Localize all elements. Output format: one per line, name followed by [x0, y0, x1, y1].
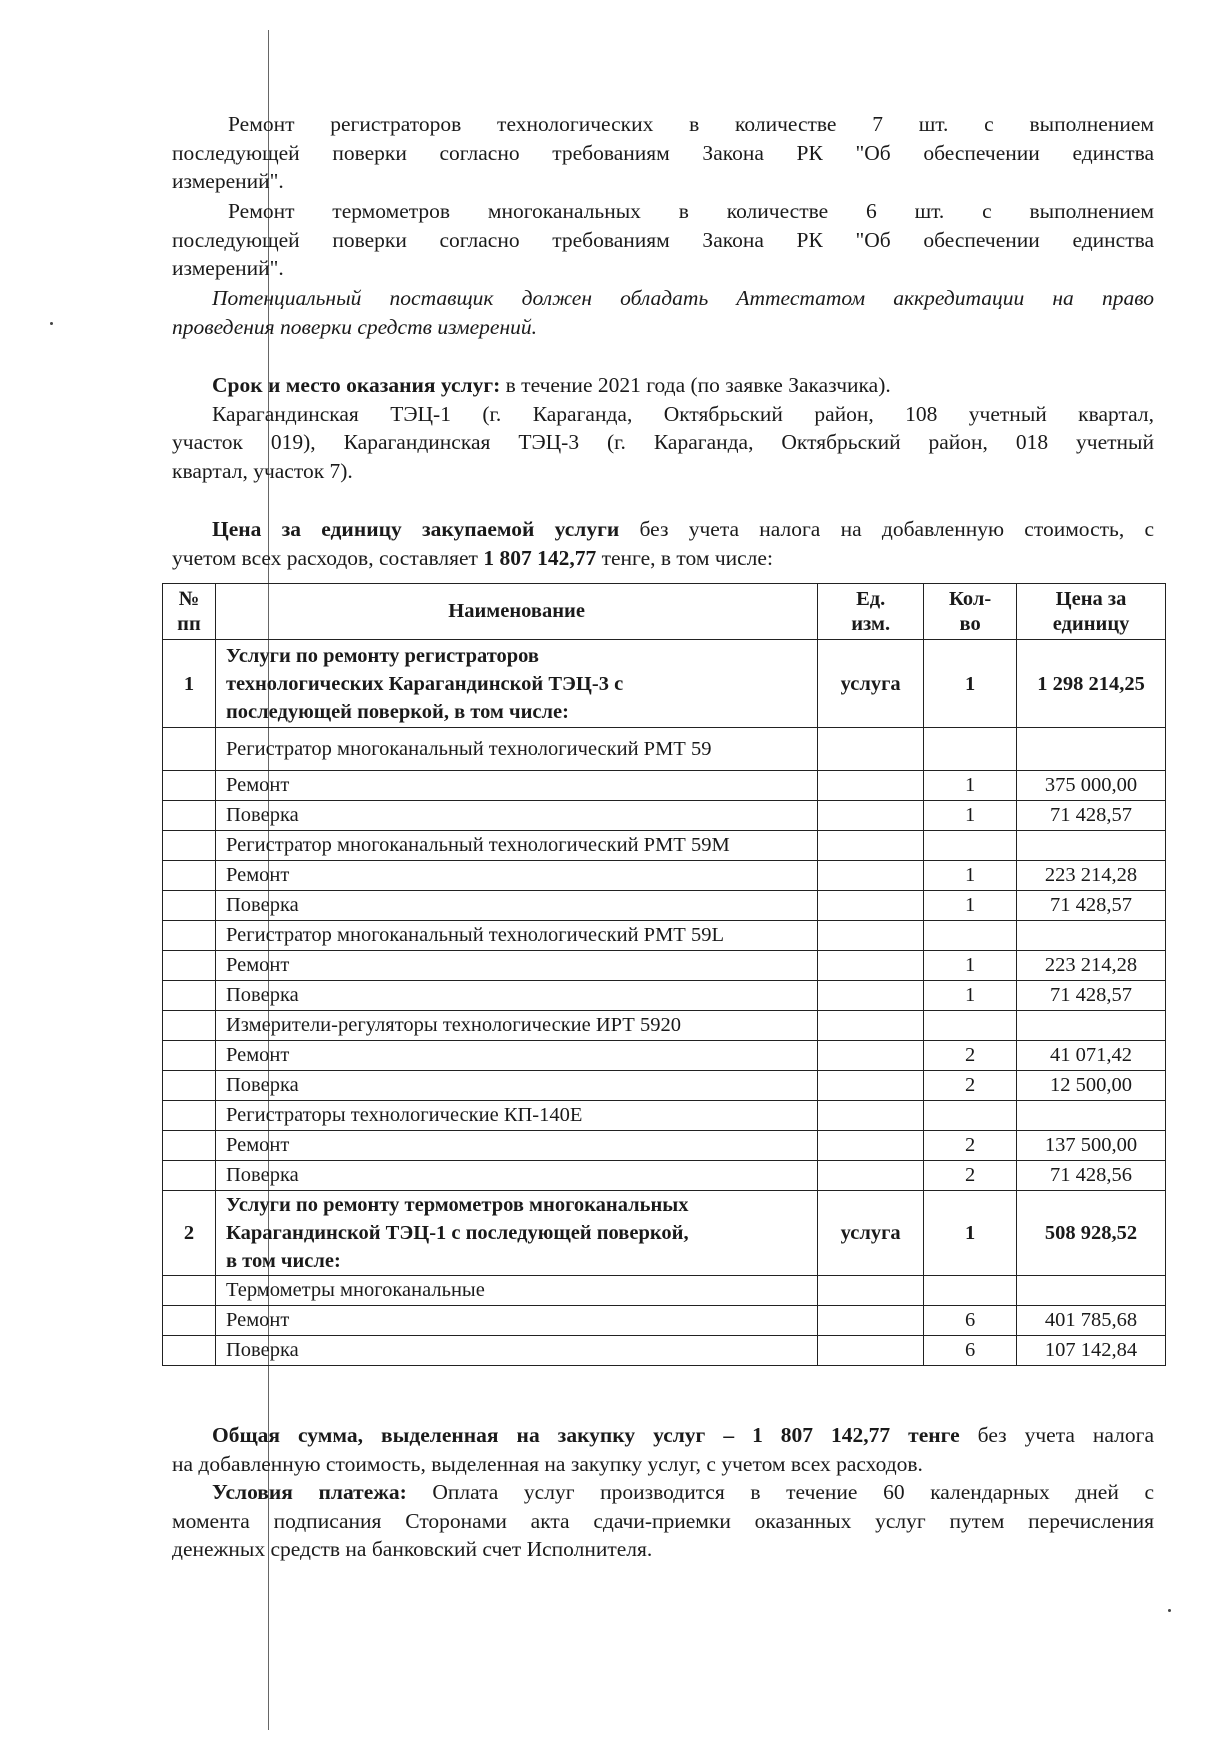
section-row [163, 1191, 1166, 1276]
header-qty-line: Кол- [949, 587, 992, 610]
text-line [172, 515, 1154, 544]
table-row [163, 728, 1166, 771]
text-line: проведения поверки средств измерений. [172, 314, 538, 339]
section-unit: услуга [818, 1191, 924, 1276]
text-line: Ремонт регистраторов технологических в количестве 7 шт. с выполнением [228, 112, 1154, 136]
cell-qty: 1 [924, 771, 1017, 801]
cell-unit [818, 891, 924, 921]
cell-num [163, 891, 216, 921]
cell-qty: 2 [924, 1131, 1017, 1161]
table-row [163, 771, 1166, 801]
cell-unit [818, 1041, 924, 1071]
cell-num [163, 801, 216, 831]
cell-num [163, 1336, 216, 1366]
cell-name: Регистратор многоканальный технологический РМТ 59 [215, 728, 817, 771]
text-line: денежных средств на банковский счет Исполнителя. [172, 1537, 653, 1561]
cell-price [1017, 728, 1166, 771]
total-text: без учета налога [959, 1423, 1155, 1447]
table-row [163, 1306, 1166, 1336]
cell-unit [818, 1306, 924, 1336]
section-title-line: в том числе: [225, 1250, 341, 1272]
section-qty: 1 [924, 1191, 1017, 1276]
text-line [172, 1478, 1154, 1507]
header-unit [818, 584, 924, 640]
cell-price: 71 428,57 [1017, 801, 1166, 831]
cell-name: Ремонт [215, 1131, 817, 1161]
cell-unit [818, 728, 924, 771]
cell-price [1017, 831, 1166, 861]
total-dash: – [705, 1423, 753, 1447]
cell-qty: 1 [924, 801, 1017, 831]
cell-unit [818, 831, 924, 861]
cell-name: Ремонт [215, 861, 817, 891]
cell-unit [818, 1161, 924, 1191]
paragraph-unit-price [172, 515, 1154, 572]
section-title-line: последующей поверкой, в том числе: [225, 700, 569, 723]
cell-name: Ремонт [215, 951, 817, 981]
cell-price: 12 500,00 [1017, 1071, 1166, 1101]
text-line: Ремонт термометров многоканальных в количестве 6 шт. с выполнением [228, 199, 1154, 223]
total-label: Общая сумма, выделенная на закупку услуг [212, 1423, 706, 1447]
table-row [163, 891, 1166, 921]
price-label: Цена за единицу закупаемой услуги [212, 517, 620, 541]
header-unit-line: Ед. [856, 587, 886, 610]
cell-qty: 2 [924, 1161, 1017, 1191]
text-line [172, 1421, 1154, 1450]
cell-qty [924, 1276, 1017, 1306]
cell-num [163, 1276, 216, 1306]
section-unit: услуга [818, 640, 924, 728]
cell-unit [818, 1101, 924, 1131]
cell-price [1017, 921, 1166, 951]
cell-qty: 6 [924, 1306, 1017, 1336]
cell-num [163, 1041, 216, 1071]
table-row [163, 1011, 1166, 1041]
cell-price: 107 142,84 [1017, 1336, 1166, 1366]
cell-num [163, 1101, 216, 1131]
text-line: Карагандинская ТЭЦ-1 (г. Караганда, Октябрьский район, 108 учетный квартал, [212, 401, 1154, 426]
text-line: Потенциальный поставщик должен обладать Аттестатом аккредитации на право [212, 286, 1154, 310]
table-row [163, 1071, 1166, 1101]
cell-num [163, 831, 216, 861]
cell-name: Регистраторы технологические КП-140Е [215, 1101, 817, 1131]
cell-unit [818, 1011, 924, 1041]
price-text: тенге, в том числе: [596, 545, 773, 570]
payment-text: Оплата услуг производится в течение 60 календарных дней с [406, 1480, 1154, 1504]
text-line: последующей поверки согласно требованиям Закона РК "Об обеспечении единства [172, 227, 1154, 252]
text-line: измерений". [172, 256, 284, 280]
cell-num [163, 951, 216, 981]
cell-name: Поверка [215, 1161, 817, 1191]
table-row [163, 1041, 1166, 1071]
table-row [163, 861, 1166, 891]
cell-price [1017, 1276, 1166, 1306]
cell-unit [818, 1131, 924, 1161]
cell-unit [818, 951, 924, 981]
table-row [163, 1276, 1166, 1306]
cell-name: Поверка [215, 981, 817, 1011]
price-text: без учета налога на добавленную стоимость, с [619, 517, 1155, 541]
header-price-line: единицу [1052, 612, 1130, 635]
scan-speck [1168, 1609, 1171, 1612]
cell-qty: 1 [924, 891, 1017, 921]
cell-unit [818, 921, 924, 951]
scan-speck [50, 322, 53, 325]
cell-unit [818, 1276, 924, 1306]
table-row [163, 831, 1166, 861]
section-title-line: технологических Карагандинской ТЭЦ-3 с [225, 672, 624, 695]
cell-name: Термометры многоканальные [215, 1276, 817, 1306]
text-line: участок 019), Карагандинская ТЭЦ-3 (г. Караганда, Октябрьский район, 018 учетный [172, 430, 1154, 454]
section-title-line: Карагандинской ТЭЦ-1 с последующей поверкой, [225, 1222, 689, 1244]
cell-unit [818, 1071, 924, 1101]
cell-price: 41 071,42 [1017, 1041, 1166, 1071]
section-price: 508 928,52 [1017, 1191, 1166, 1276]
payment-label: Условия платежа: [212, 1480, 407, 1504]
text-line: последующей поверки согласно требованиям Закона РК "Об обеспечении единства [172, 140, 1154, 165]
header-num-line: пп [177, 612, 201, 635]
cell-qty [924, 728, 1017, 771]
cell-num [163, 861, 216, 891]
header-price [1017, 584, 1166, 640]
cell-name: Ремонт [215, 771, 817, 801]
text-line: квартал, участок 7). [172, 458, 353, 483]
cell-price: 71 428,57 [1017, 891, 1166, 921]
price-table [162, 583, 1166, 1366]
paragraph-total [172, 1421, 1154, 1478]
paragraph-term [172, 371, 1154, 485]
cell-qty [924, 831, 1017, 861]
cell-price: 223 214,28 [1017, 861, 1166, 891]
cell-qty: 1 [924, 861, 1017, 891]
cell-qty: 2 [924, 1071, 1017, 1101]
text-line [172, 544, 1154, 573]
cell-qty: 6 [924, 1336, 1017, 1366]
section-title [215, 640, 817, 728]
header-qty-line: во [959, 612, 981, 635]
cell-qty [924, 921, 1017, 951]
text-line: момента подписания Сторонами акта сдачи-приемки оказанных услуг путем перечисления [172, 1508, 1154, 1533]
section-num: 2 [163, 1191, 216, 1276]
cell-unit [818, 981, 924, 1011]
header-unit-line: изм. [851, 612, 891, 635]
paragraph-accreditation [172, 284, 1154, 341]
table-row [163, 1131, 1166, 1161]
table-row [163, 1101, 1166, 1131]
cell-num [163, 921, 216, 951]
cell-num [163, 728, 216, 771]
cell-name: Поверка [215, 1071, 817, 1101]
cell-name: Измерители-регуляторы технологические ИРТ 5920 [215, 1011, 817, 1041]
section-row [163, 640, 1166, 728]
cell-num [163, 1131, 216, 1161]
section-title-line: Услуги по ремонту термометров многоканальных [225, 1194, 689, 1216]
cell-price: 401 785,68 [1017, 1306, 1166, 1336]
cell-qty: 1 [924, 951, 1017, 981]
cell-num [163, 1306, 216, 1336]
cell-num [163, 1071, 216, 1101]
header-num-line: № [178, 587, 200, 610]
cell-price: 71 428,56 [1017, 1161, 1166, 1191]
text-line: измерений". [172, 169, 284, 193]
cell-qty: 2 [924, 1041, 1017, 1071]
cell-name: Ремонт [215, 1041, 817, 1071]
cell-price: 137 500,00 [1017, 1131, 1166, 1161]
price-amount: 1 807 142,77 [483, 545, 597, 570]
cell-name: Ремонт [215, 1306, 817, 1336]
cell-name: Поверка [215, 1336, 817, 1366]
table-row [163, 921, 1166, 951]
cell-qty [924, 1101, 1017, 1131]
cell-name: Регистратор многоканальный технологический РМТ 59М [215, 831, 817, 861]
cell-unit [818, 861, 924, 891]
section-title [215, 1191, 817, 1276]
cell-unit [818, 1336, 924, 1366]
paragraph-thermometers [172, 197, 1154, 283]
cell-num [163, 771, 216, 801]
cell-num [163, 1011, 216, 1041]
header-name: Наименование [215, 584, 817, 640]
cell-name: Поверка [215, 891, 817, 921]
cell-price: 71 428,57 [1017, 981, 1166, 1011]
cell-unit [818, 771, 924, 801]
cell-price [1017, 1011, 1166, 1041]
header-price-line: Цена за [1055, 587, 1127, 610]
price-text: учетом всех расходов, составляет [172, 545, 484, 570]
cell-name: Поверка [215, 801, 817, 831]
header-qty [924, 584, 1017, 640]
cell-num [163, 1161, 216, 1191]
table-row [163, 951, 1166, 981]
header-num [163, 584, 216, 640]
section-qty: 1 [924, 640, 1017, 728]
cell-price: 223 214,28 [1017, 951, 1166, 981]
cell-num [163, 981, 216, 1011]
table-row [163, 1336, 1166, 1366]
term-label: Срок и место оказания услуг: [212, 373, 501, 397]
text-line [172, 371, 1154, 400]
table-row [163, 801, 1166, 831]
section-num: 1 [163, 640, 216, 728]
total-amount: 1 807 142,77 тенге [752, 1423, 960, 1447]
cell-qty [924, 1011, 1017, 1041]
paragraph-registrators [172, 110, 1154, 196]
section-title-line: Услуги по ремонту регистраторов [225, 644, 539, 667]
cell-price [1017, 1101, 1166, 1131]
term-text: в течение 2021 года (по заявке Заказчика). [500, 373, 891, 397]
section-price: 1 298 214,25 [1017, 640, 1166, 728]
cell-name: Регистратор многоканальный технологический РМТ 59L [215, 921, 817, 951]
cell-unit [818, 801, 924, 831]
table-row [163, 981, 1166, 1011]
cell-qty: 1 [924, 981, 1017, 1011]
table-header-row [163, 584, 1166, 640]
table-row [163, 1161, 1166, 1191]
paragraph-payment [172, 1478, 1154, 1564]
text-line: на добавленную стоимость, выделенная на закупку услуг, с учетом всех расходов. [172, 1451, 923, 1476]
cell-price: 375 000,00 [1017, 771, 1166, 801]
